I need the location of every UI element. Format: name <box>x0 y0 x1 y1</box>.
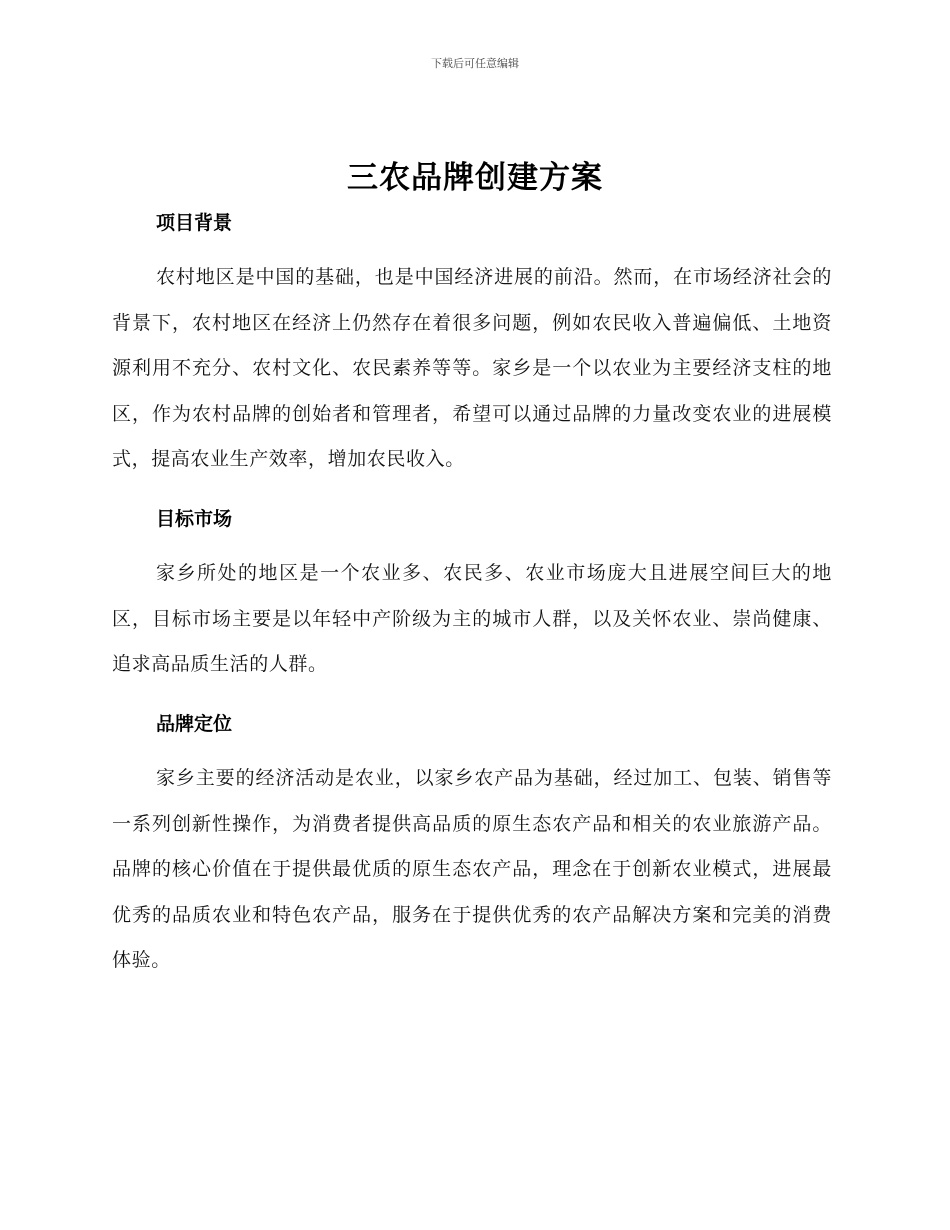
header-note: 下载后可任意编辑 <box>431 57 519 70</box>
section-paragraph-brand-positioning: 家乡主要的经济活动是农业，以家乡农产品为基础，经过加工、包装、销售等一系列创新性操作，为消费者提供高品质的原生态农产品和相关的农业旅游产品。品牌的核心价值在于提供最优质的原生态农产品，理念在于创新农业模式，进展最优秀的品质农业和特色农产品，服务在于提供优秀的农产品解决方案和完美的消费体验。 <box>112 767 832 971</box>
section-heading-brand-positioning: 品牌定位 <box>156 713 233 735</box>
section-heading-background: 项目背景 <box>156 212 233 234</box>
section-paragraph-background: 农村地区是中国的基础，也是中国经济进展的前沿。然而，在市场经济社会的背景下，农村地区在经济上仍然存在着很多问题，例如农民收入普遍偏低、土地资源利用不充分、农村文化、农民素养等等。家乡是一个以农业为主要经济支柱的地区，作为农村品牌的创始者和管理者，希望可以通过品牌的力量改变农业的进展模式，提高农业生产效率，增加农民收入。 <box>112 266 832 470</box>
document-title: 三农品牌创建方案 <box>347 160 603 196</box>
section-paragraph-target-market: 家乡所处的地区是一个农业多、农民多、农业市场庞大且进展空间巨大的地区，目标市场主要是以年轻中产阶级为主的城市人群，以及关怀农业、崇尚健康、追求高品质生活的人群。 <box>112 562 832 675</box>
section-heading-target-market: 目标市场 <box>156 508 233 530</box>
